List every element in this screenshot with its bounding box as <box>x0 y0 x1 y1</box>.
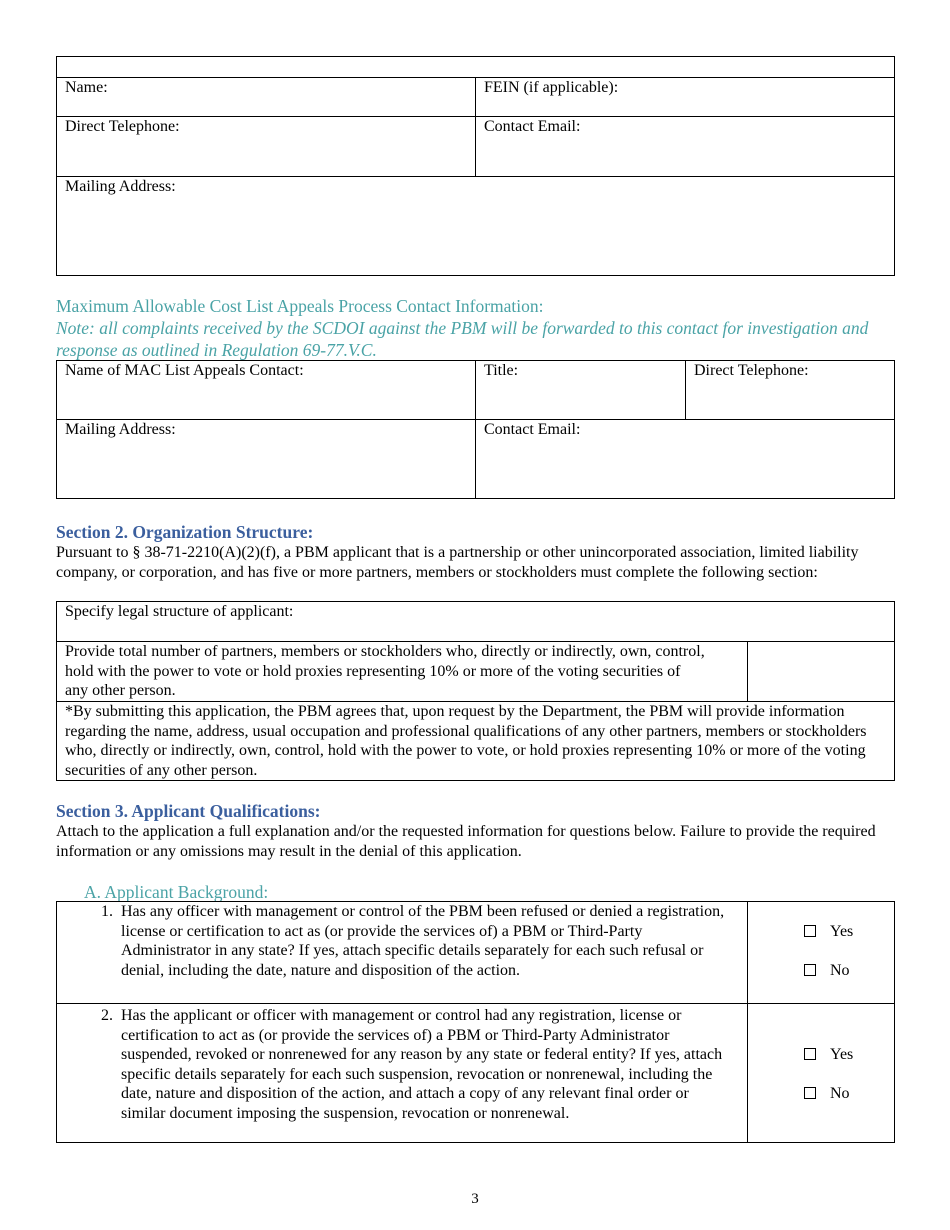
mac-contact-email-label: Contact Email: <box>484 421 581 438</box>
partners-count-label: Provide total number of partners, members or stockholders who, directly or indirectly, own, control, hold with the power to vote or hold proxies representing 10% or more of the voting securities of any other person. <box>57 642 748 702</box>
question-number: 1. <box>101 903 113 920</box>
yes-option[interactable] <box>804 922 886 942</box>
mac-contact-name-field[interactable] <box>57 361 476 420</box>
legal-structure-field[interactable] <box>57 602 895 642</box>
fein-label: FEIN (if applicable): <box>484 79 619 96</box>
table-header-row <box>57 57 895 78</box>
mac-contact-email-field[interactable] <box>476 420 895 499</box>
mac-contact-table <box>56 360 895 499</box>
applicant-background-table <box>56 901 895 1143</box>
yes-label: Yes <box>830 1046 854 1063</box>
question-text: Has the applicant or officer with management or control had any registration, license or certification to act as (or provide the services of) a PBM or Third-Party Administrator suspended, revoked or nonrenewed for any reason by any state or federal entity? If yes, attach specific details separately for each such suspension, revocation or nonrenewal, including the date, nature and disposition of the action, and attach a copy of any relevant final order or similar document imposing the suspension, revocation or nonrenewal. <box>121 1007 723 1122</box>
mailing-address-label: Mailing Address: <box>65 178 176 195</box>
mac-direct-telephone-label: Direct Telephone: <box>694 362 809 379</box>
checkbox-icon[interactable] <box>804 925 816 937</box>
question-row <box>57 902 895 1004</box>
agreement-note: *By submitting this application, the PBM agrees that, upon request by the Department, the PBM will provide information regarding the name, address, usual occupation and professional qualifications of any other partners, members or stockholders who, directly or indirectly, own, control, hold with the power to vote, or hold proxies representing 10% or more of the voting securities of any other person. <box>57 702 895 781</box>
page-number: 3 <box>471 1191 479 1207</box>
mac-mailing-address-field[interactable] <box>57 420 476 499</box>
mac-section-heading: Maximum Allowable Cost List Appeals Process Contact Information: <box>56 296 544 316</box>
yes-option[interactable] <box>804 1045 886 1065</box>
section-3-intro: Attach to the application a full explanation and/or the requested information for questions below. Failure to provide the required information or any omissions may result in the denial of this application. <box>56 823 876 860</box>
mailing-address-field[interactable] <box>57 177 895 276</box>
mac-title-label: Title: <box>484 362 519 379</box>
yes-label: Yes <box>830 923 854 940</box>
no-option[interactable] <box>804 961 886 981</box>
mac-contact-name-label: Name of MAC List Appeals Contact: <box>65 362 304 379</box>
no-option[interactable] <box>804 1084 886 1104</box>
name-label: Name: <box>65 79 108 96</box>
name-field[interactable] <box>57 78 476 117</box>
mac-direct-telephone-field[interactable] <box>686 361 895 420</box>
contact-email-field[interactable] <box>476 117 895 177</box>
no-label: No <box>830 1085 850 1102</box>
fein-field[interactable] <box>476 78 895 117</box>
organization-structure-table <box>56 601 895 781</box>
mac-mailing-address-label: Mailing Address: <box>65 421 176 438</box>
direct-telephone-label: Direct Telephone: <box>65 118 180 135</box>
contact-email-label: Contact Email: <box>484 118 581 135</box>
section-2-intro: Pursuant to § 38-71-2210(A)(2)(f), a PBM applicant that is a partnership or other unincorporated association, limited liability company, or corporation, and has five or more partners, members or stockholders must complete the following section: <box>56 544 859 581</box>
question-text: Has any officer with management or control of the PBM been refused or denied a registration, license or certification to act as (or provide the services of) a PBM or Third-Party Administrator in any state? If yes, attach specific details separately for each such refusal or denial, including the date, nature and disposition of the action. <box>121 903 725 979</box>
question-row <box>57 1004 895 1143</box>
direct-telephone-field[interactable] <box>57 117 476 177</box>
no-label: No <box>830 962 850 979</box>
checkbox-icon[interactable] <box>804 964 816 976</box>
checkbox-icon[interactable] <box>804 1048 816 1060</box>
legal-structure-label: Specify legal structure of applicant: <box>65 603 294 620</box>
section-2-heading: Section 2. Organization Structure: <box>56 522 314 542</box>
mac-section-note: Note: all complaints received by the SCDOI against the PBM will be forwarded to this contact for investigation and response as outlined in Regulation 69-77.V.C. <box>56 318 869 360</box>
applicant-background-subheading: A. Applicant Background: <box>84 882 269 902</box>
checkbox-icon[interactable] <box>804 1087 816 1099</box>
mac-title-field[interactable] <box>476 361 686 420</box>
section-3-heading: Section 3. Applicant Qualifications: <box>56 801 321 821</box>
partners-count-input[interactable] <box>748 642 895 702</box>
question-number: 2. <box>101 1007 113 1024</box>
applicant-contact-table <box>56 56 895 276</box>
